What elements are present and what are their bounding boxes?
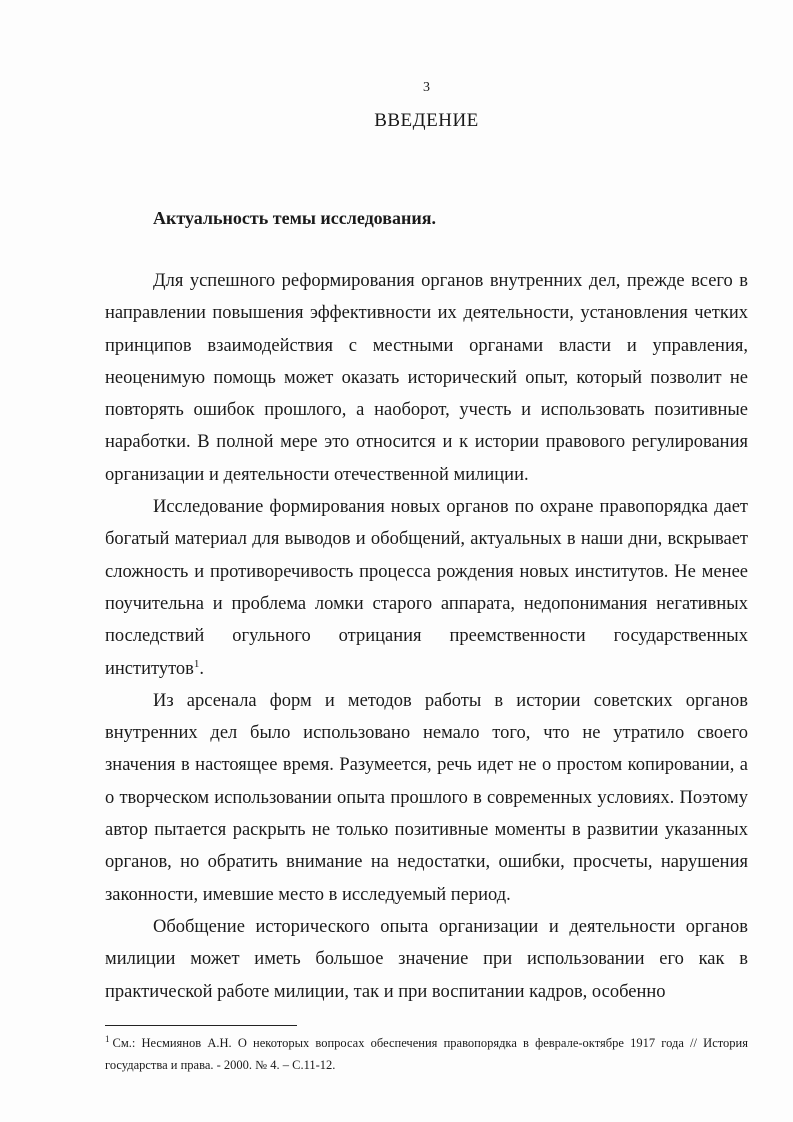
page-number: 3 <box>423 80 430 95</box>
paragraph-4-text: Обобщение исторического опыта организации и деятельности органов милиции может иметь большое значение при использовании его как в практической работе милиции, так и при воспитании кадров, особенно <box>105 916 748 1002</box>
paragraph-2-text: Исследование формирования новых органов по охране правопорядка дает богатый материал для выводов и обобщений, актуальных в наши дни, вскрывает сложность и противоречивость процесса рождения новых институтов. Не менее поучительна и проблема ломки старого аппарата, недопонимания негативных последствий огульного отрицания преемственности государственных институтов <box>105 497 748 679</box>
chapter-title: ВВЕДЕНИЕ <box>374 110 479 131</box>
paragraph-2 <box>105 491 748 685</box>
body-text <box>105 265 748 1008</box>
paragraph-1 <box>105 265 748 491</box>
paragraph-3 <box>105 685 748 911</box>
paragraph-2-tail: . <box>199 658 205 679</box>
footnote <box>105 1032 748 1076</box>
section-heading: Актуальность темы исследования. <box>153 208 436 228</box>
footnote-reference[interactable]: 1 <box>193 657 200 670</box>
paragraph-4 <box>105 911 748 1008</box>
footnote-text: См.: Несмиянов А.Н. О некоторых вопросах обеспечения правопорядка в феврале-октябре 1917 года // История государства и права. - 2000. № 4. – С.11-12. <box>105 1036 748 1072</box>
paragraph-3-text: Из арсенала форм и методов работы в истории советских органов внутренних дел было использовано немало того, что не утратило своего значения в настоящее время. Разумеется, речь идет не о простом копировании, а о творческом использовании опыта прошлого в современных условиях. Поэтому автор пытается раскрыть не только позитивные моменты в развитии указанных органов, но обратить внимание на недостатки, ошибки, просчеты, нарушения законности, имевшие место в исследуемый период. <box>105 690 748 905</box>
footnote-divider <box>105 1025 297 1026</box>
paragraph-1-text: Для успешного реформирования органов внутренних дел, прежде всего в направлении повышения эффективности их деятельности, установления четких принципов взаимодействия с местными органами власти и управления, неоценимую помощь может оказать исторический опыт, который позволит не повторять ошибок прошлого, а наоборот, учесть и использовать позитивные наработки. В полной мере это относится и к истории правового регулирования организации и деятельности отечественной милиции. <box>105 271 748 485</box>
footnote-mark: 1 <box>105 1033 110 1044</box>
